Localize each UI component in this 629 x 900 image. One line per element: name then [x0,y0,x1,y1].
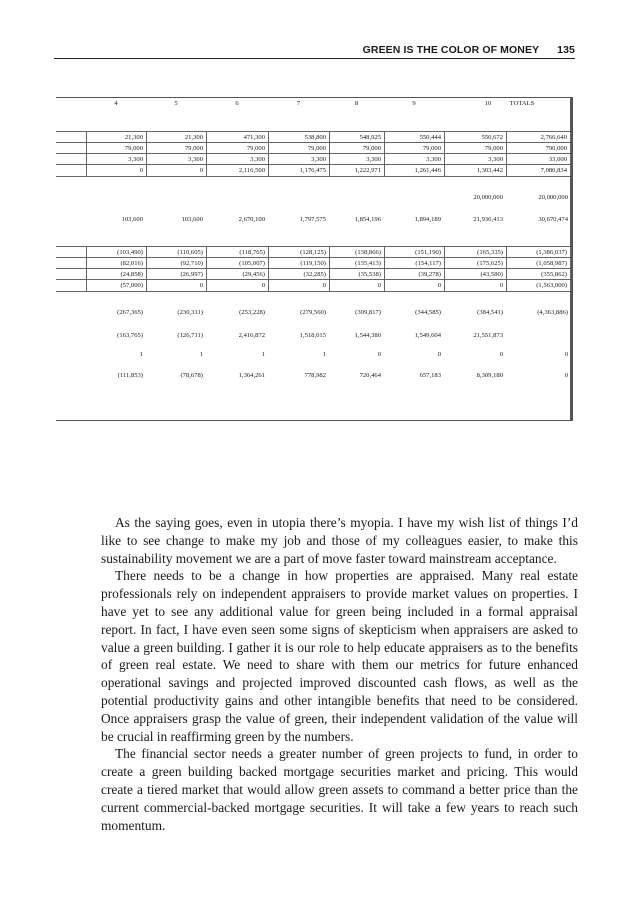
table-cell: 548,925 [329,132,384,143]
cash-flow-table [56,97,573,421]
table-cell: (26,997) [146,269,206,280]
table-cell: 79,000 [86,143,146,154]
table-cell: 2,116,500 [206,165,268,176]
table-cell: 21,300 [86,132,146,143]
body-text [101,514,578,834]
header-cell: 7 [296,100,301,107]
table-cell: 3,300 [384,154,444,165]
table-cell: (165,335) [444,247,506,258]
table-cell: 550,444 [384,132,444,143]
table-cell: (57,000) [86,280,146,291]
table-cell: (344,585) [415,309,441,316]
table-row [56,192,570,203]
table-cell: 2,416,872 [238,332,265,339]
table-cell: 1,549,604 [414,332,441,339]
table-cell: 0 [268,280,329,291]
table-cell [268,192,329,203]
table-cell: 79,000 [384,143,444,154]
table-cell: 1,518,015 [299,332,326,339]
header-cell: TOTALS [509,100,535,107]
table-cell: (154,117) [384,258,444,269]
paragraph: As the saying goes, even in utopia there’s myopia. I have my wish list of things I’d like to see change to make my job and those of my colleagues easier, to make this sustainability movement we are a part of move faster toward mainstream acceptance. [101,515,578,566]
table-cell: (175,625) [444,258,506,269]
table-cell: 21,300 [146,132,206,143]
table-cell: 1,303,442 [444,165,506,176]
table-cell: (230,311) [177,309,203,316]
table-cell: (105,007) [206,258,268,269]
table-cell: (163,765) [117,332,143,339]
table-cell: (39,278) [384,269,444,280]
table-row [56,349,570,360]
table-cell: 8,309,180 [476,372,503,379]
table-cell [506,330,571,341]
header-cell: 5 [174,100,178,107]
table-cell: 1 [199,351,203,358]
table-cell: 3,300 [444,154,506,165]
table-cell: 2,766,640 [506,132,571,143]
table-cell [206,192,268,203]
table-cell: 0 [437,351,441,358]
table-row [56,214,570,225]
table-cell: 2,670,100 [238,216,265,223]
table-cell: 0 [384,280,444,291]
table-cell: 1,364,261 [238,372,265,379]
table-cell: (384,541) [477,309,503,316]
table-cell [146,192,206,203]
table-cell: (1,563,000) [506,280,571,291]
table-cell: 79,000 [268,143,329,154]
running-head-title: GREEN IS THE COLOR OF MONEY [362,44,540,56]
table-row [56,307,570,318]
table-cell: 7,080,834 [506,165,571,176]
table-cell: (118,765) [206,247,268,258]
table-cell: 1,544,380 [354,332,381,339]
table-cell: (35,538) [329,269,384,280]
table-cell: 0 [499,351,503,358]
table-cell: (128,125) [268,247,329,258]
table-cell: 0 [146,165,206,176]
table-cell: (138,866) [329,247,384,258]
table-cell: (279,560) [300,309,326,316]
table-cell: (103,490) [86,247,146,258]
table-cell: 79,000 [444,143,506,154]
table-cell: 1,261,446 [384,165,444,176]
table-cell: 1 [322,351,326,358]
table-cell: (267,365) [117,309,143,316]
table-cell: (1,058,987) [506,258,571,269]
table-cell: 0 [146,280,206,291]
table-cell: 1,797,575 [299,216,326,223]
table-cell: (309,817) [355,309,381,316]
table-cell: (82,016) [86,258,146,269]
table-cell: 21,551,873 [473,332,503,339]
header-cell: 4 [114,100,118,107]
table-cell: 20,000,000 [538,194,568,201]
table-cell: 0 [329,280,384,291]
table-cell: 20,000,000 [473,194,503,201]
table-cell: (126,711) [177,332,203,339]
table-cell: 657,183 [419,372,441,379]
table-cell: 0 [377,351,381,358]
table-cell: 1,894,189 [414,216,441,223]
table-cell: (78,678) [180,372,203,379]
table-cell: 1 [139,351,143,358]
table-cell: (119,150) [268,258,329,269]
table-cell: 3,300 [268,154,329,165]
table-cell: (29,456) [206,269,268,280]
running-head [54,44,575,59]
table-cell: 3,300 [86,154,146,165]
table-cell: 21,936,413 [473,216,503,223]
table-cell: 79,000 [146,143,206,154]
table-cell: 3,300 [329,154,384,165]
table-cell: 550,672 [444,132,506,143]
table-cell: 1,222,971 [329,165,384,176]
table-cell: (253,228) [239,309,265,316]
table-cell: 30,670,474 [538,216,568,223]
table-cell: 79,000 [206,143,268,154]
table-cell: 103,600 [121,216,143,223]
table-cell: 538,800 [268,132,329,143]
paragraph: There needs to be a change in how properties are appraised. Many real estate professionals rely on independent appraisers to provide market values on properties. I have yet to see any additional value for green being included in a formal appraisal report. In fact, I have even seen some signs of skepticism when appraisers are asked to value a green building. I gather it is our role to help educate appraisers as to the benefits of green real estate. We need to share with them our metrics for future enhanced operational savings and projected improved discounted cash flows, as well as the potential productivity gains and other intangible benefits that need to be considered. Once appraisers grasp the value of green, their independent validation of the value will be crucial in reaffirming green by the numbers. [101,568,578,744]
header-cell: 10 [484,100,492,107]
table-cell: (24,858) [86,269,146,280]
table-row [56,164,570,177]
table-cell: 790,000 [506,143,571,154]
table-cell: (32,285) [268,269,329,280]
table-cell: (110,605) [146,247,206,258]
table-cell: (355,862) [506,269,571,280]
paragraph: The financial sector needs a greater number of green projects to fund, in order to create a green building backed mortgage securities market and pricing. This would create a tiered market that would allow green assets to command a better price than the current commercial-backed mortgage securities. It will take a few years to reach such momentum. [101,746,578,833]
table-cell: (92,710) [146,258,206,269]
table-cell: 778,982 [304,372,326,379]
table-cell: 0 [564,372,568,379]
table-cell: 1,176,475 [268,165,329,176]
table-cell: 3,300 [206,154,268,165]
table-cell [384,192,444,203]
table-cell: 0 [86,165,146,176]
table-cell: (1,386,037) [506,247,571,258]
table-cell [86,192,146,203]
table-cell: 3,300 [146,154,206,165]
table-cell: (43,580) [444,269,506,280]
table-cell: 0 [564,351,568,358]
header-cell: 6 [235,100,239,107]
table-cell: 1,854,196 [354,216,381,223]
table-cell: 0 [206,280,268,291]
table-cell: 103,600 [181,216,203,223]
table-row [56,330,570,341]
header-cell: 9 [412,100,416,107]
table-cell: 0 [444,280,506,291]
table-row [56,370,570,381]
table-cell [329,192,384,203]
table-cell: (135,413) [329,258,384,269]
page-number: 135 [557,44,575,56]
table-cell: 33,000 [506,154,571,165]
table-cell: 1 [261,351,265,358]
header-cell: 8 [354,100,359,107]
table-cell: (4,363,886) [537,309,568,316]
table-cell: (111,853) [117,372,143,379]
table-header [56,98,570,109]
table-row [56,279,570,292]
table-cell: (151,190) [384,247,444,258]
table-cell: 471,300 [206,132,268,143]
table-cell: 720,464 [359,372,381,379]
table-cell: 79,000 [329,143,384,154]
